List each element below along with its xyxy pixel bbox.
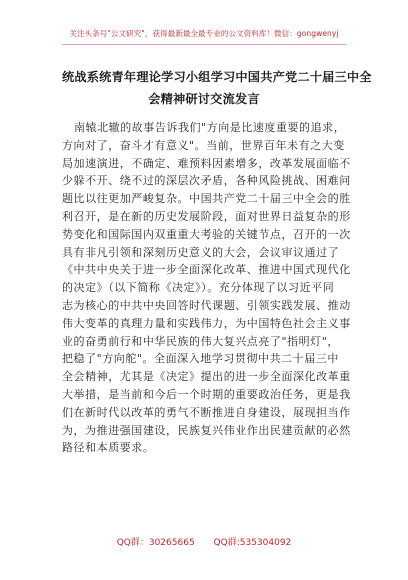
body-line: 少躲不开、绕不过的深层次矛盾，各种风险挑战、困难问 [62,174,351,188]
title-line: 会精神研讨交流发言 [148,92,260,106]
body-line: 全会精神，尤其是《决定》提出的进一步全面深化改革重 [62,370,351,384]
body-line: 志为核心的中共中央回答时代课题、引领实践发展、推动 [62,298,351,312]
body-line: 的决定》（以下简称《决定》）。充分体现了以习近平同 [62,281,335,295]
body-line: 把稳了"方向舵"。全面深入地学习贯彻中共二十届三中 [62,352,339,366]
document-body [62,119,351,457]
body-line: 具有非凡引领和深刻历史意义的大会，会议审议通过了 [62,245,340,259]
footer-qq-group-1: QQ群：30265665 [116,538,195,548]
body-line: 们在新时代以改革的勇气不断推进自身建设，展现担当作 [62,405,351,419]
body-line: 南辕北辙的故事告诉我们"方向是比速度重要的追求， [74,121,346,134]
body-line: 题比以往更加严峻复杂。中国共产党二十届三中全会的胜 [62,192,351,206]
body-line: 伟大变革的真理力量和实践伟力，为中国特色社会主义事 [62,316,351,330]
body-line: 方向对了，奋斗才有意义"。当前，世界百年未有之大变 [62,138,345,152]
body-line: 《中共中央关于进一步全面深化改革、推进中国式现代化 [62,263,351,277]
header-note: 关注头条号"公文研究"，获得最新最全最专业的公文资料库！微信：gongwenyj [69,29,339,38]
document-title [62,66,372,110]
body-line: 路径和本质要求。 [62,441,155,455]
body-line: 大举措，是当前和今后一个时期的重要政治任务，更是我 [62,387,351,401]
footer-contacts [0,535,408,548]
footer-qq-group-2: QQ群:535304092 [213,538,292,548]
title-line: 统战系统青年理论学习小组学习中国共产党二十届三中全 [62,70,372,84]
body-line: 利召开，是在新的历史发展阶段，面对世界日益复杂的形 [62,209,351,223]
body-line: 局加速演进，不确定、难预料因素增多，改革发展面临不 [62,156,351,170]
body-line: 为，为推进强国建设，民族复兴伟业作出民建贡献的必然 [62,423,351,437]
header-divider [62,44,346,45]
body-line: 势变化和国际国内双重重大考验的关键节点，召开的一次 [62,227,351,241]
body-line: 业的奋勇前行和中华民族的伟大复兴点亮了"指明灯"， [62,334,339,348]
